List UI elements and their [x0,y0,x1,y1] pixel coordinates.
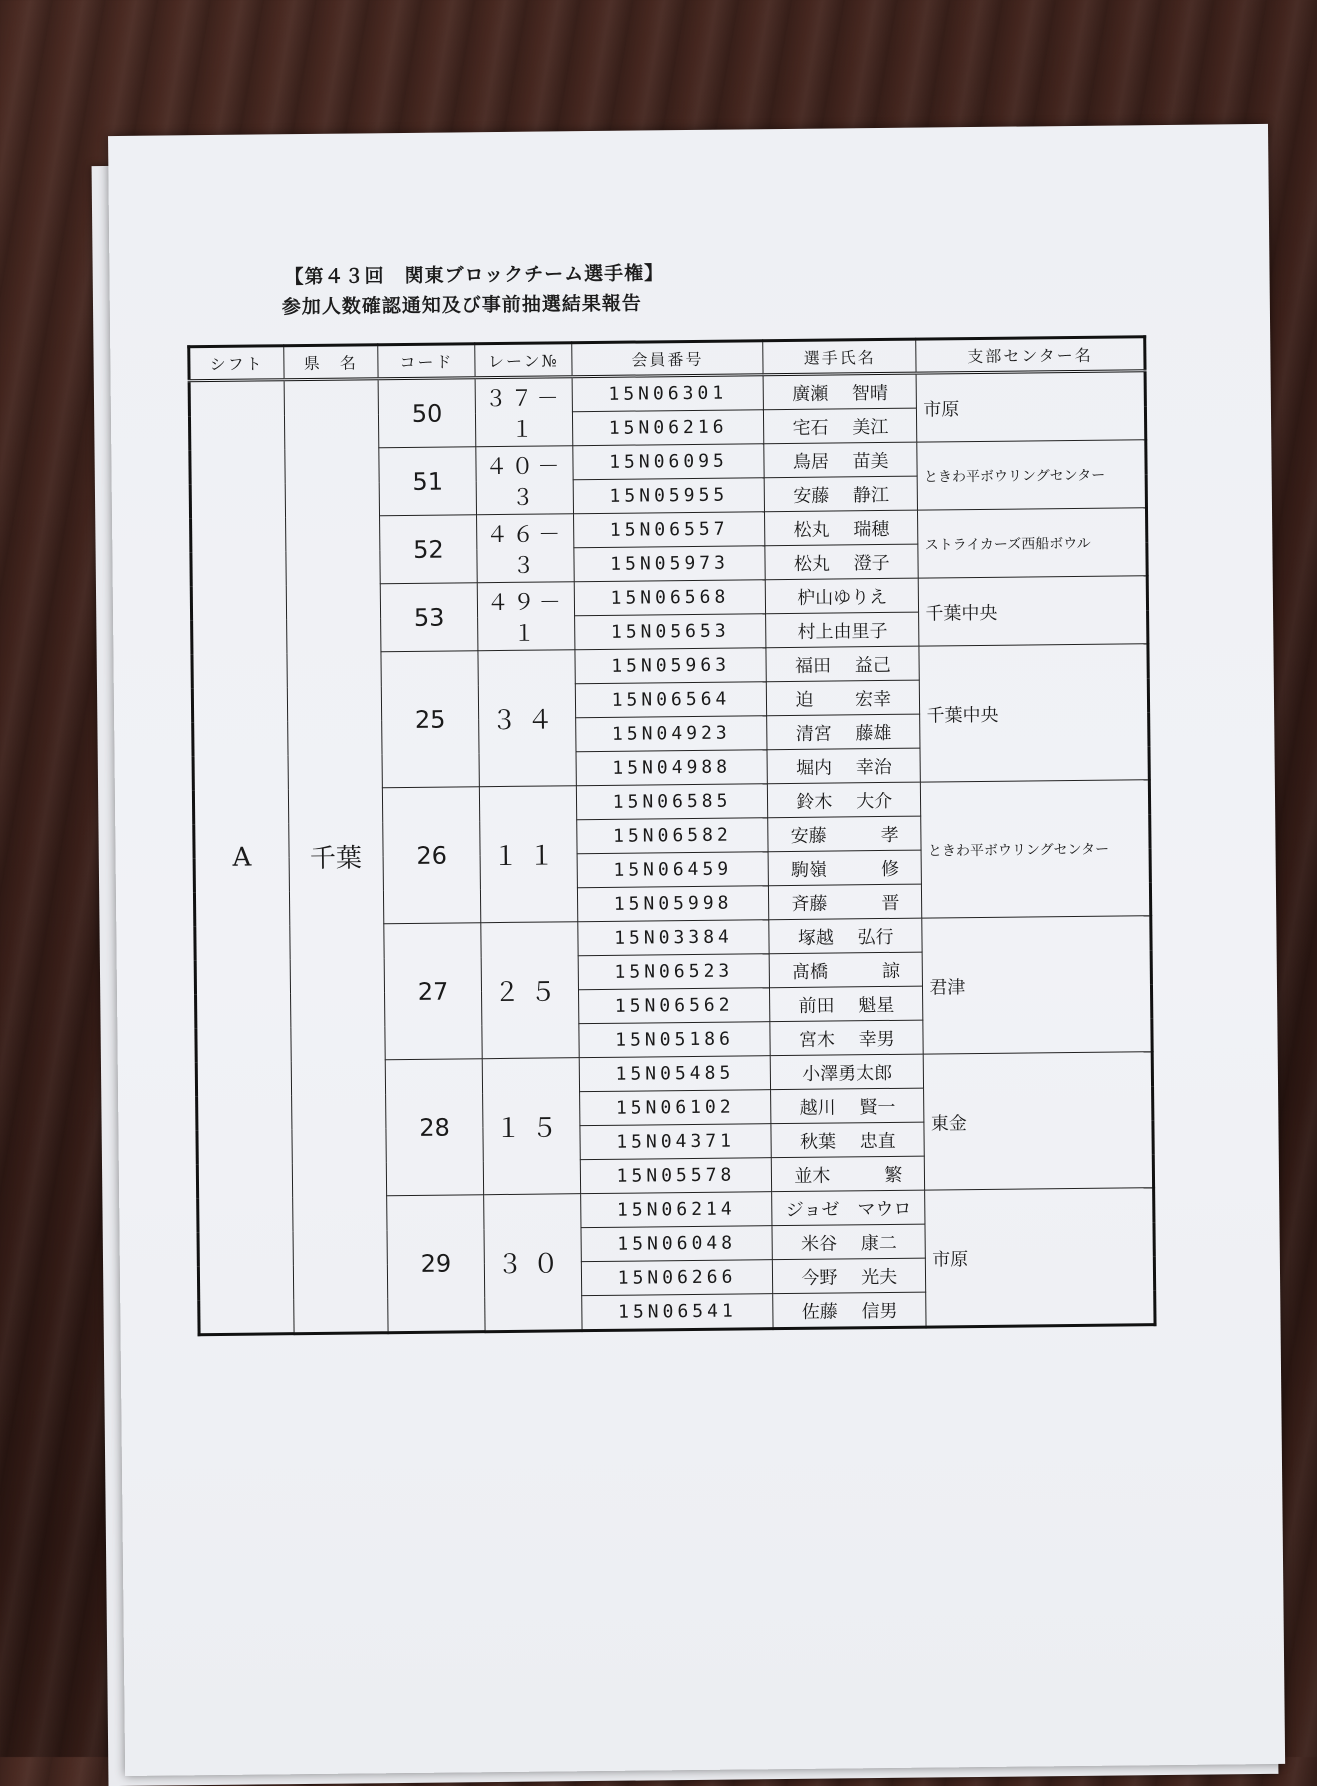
member-number-cell: 15N06459 [577,852,769,888]
lane-cell: ４９－１ [477,582,575,651]
member-number-cell: 15N06048 [581,1226,773,1262]
player-name-cell: 鈴木 大介 [768,782,921,818]
player-name-cell: 佐藤 信男 [773,1292,926,1329]
player-name-cell: 宮木 幸男 [770,1020,923,1056]
member-number-cell: 15N05998 [577,886,769,922]
lane-cell: ４６－３ [477,514,575,583]
center-cell: ときわ平ボウリングセンター [921,780,1151,918]
code-cell: 51 [379,447,477,516]
header-member-no: 会員番号 [572,341,764,377]
lane-cell: ３４ [478,650,576,787]
member-number-cell: 15N06568 [574,580,766,616]
member-number-cell: 15N04371 [580,1124,772,1160]
player-name-cell: 宅石 美江 [764,408,917,444]
player-name-cell: 米谷 康二 [772,1224,925,1260]
lane-cell: ３７－１ [475,377,573,447]
code-cell: 50 [378,378,476,448]
header-shift: シフト [189,346,284,381]
center-cell: 東金 [924,1052,1154,1190]
center-cell: 君津 [922,916,1152,1054]
header-player-name: 選手氏名 [763,339,916,375]
member-number-cell: 15N06216 [572,410,764,446]
center-cell: 市原 [916,371,1145,442]
header-lane: レーン№ [475,343,572,378]
player-name-cell: 廣瀬 智晴 [763,373,916,410]
code-cell: 26 [383,787,481,924]
player-name-cell: 松丸 瑞穂 [765,510,918,546]
code-cell: 25 [381,651,479,788]
member-number-cell: 15N06585 [576,784,768,820]
lane-cell: ２５ [481,922,579,1059]
member-number-cell: 15N05963 [575,648,767,684]
player-name-cell: 福田 益己 [766,646,919,682]
member-number-cell: 15N06557 [573,512,765,548]
player-name-cell: 枦山ゆりえ [765,578,918,614]
player-name-cell: 清宮 藤雄 [767,714,920,750]
document-title: 【第４３回 関東ブロックチーム選手権】 [284,262,665,289]
code-cell: 53 [380,583,478,652]
player-name-cell: ジョゼ マウロ [772,1190,925,1226]
member-number-cell: 15N06266 [581,1260,773,1296]
member-number-cell: 15N04923 [575,716,767,752]
table-body [189,371,1155,1335]
member-number-cell: 15N05186 [579,1022,771,1058]
center-cell: ときわ平ボウリングセンター [917,440,1146,510]
entries-table [187,335,1156,1336]
player-name-cell: 迫 宏幸 [767,680,920,716]
shift-cell: A [189,380,294,1335]
code-cell: 52 [380,515,478,584]
header-prefecture: 県 名 [283,345,378,380]
lane-cell: ４０－３ [476,446,574,515]
member-number-cell: 15N06582 [577,818,769,854]
player-name-cell: 今野 光夫 [773,1258,926,1294]
member-number-cell: 15N06102 [579,1090,771,1126]
prefecture-cell: 千葉 [284,379,389,1334]
center-cell: 千葉中央 [919,576,1148,646]
player-name-cell: 安藤 孝 [768,816,921,852]
lane-cell: １１ [479,786,577,923]
member-number-cell: 15N05955 [573,478,765,514]
lane-cell: ３０ [484,1194,582,1332]
member-number-cell: 15N04988 [576,750,768,786]
member-number-cell: 15N06214 [580,1192,772,1228]
center-cell: 市原 [925,1188,1155,1327]
player-name-cell: 髙橋 諒 [769,952,922,988]
member-number-cell: 15N06523 [578,954,770,990]
member-number-cell: 15N05578 [580,1158,772,1194]
document-subtitle: 参加人数確認通知及び事前抽選結果報告 [281,292,642,319]
player-name-cell: 鳥居 苗美 [764,442,917,478]
player-name-cell: 塚越 弘行 [769,918,922,954]
member-number-cell: 15N06095 [573,444,765,480]
document-page [108,124,1285,1776]
player-name-cell: 安藤 静江 [764,476,917,512]
center-cell: ストライカーズ西船ボウル [918,508,1147,578]
member-number-cell: 15N03384 [578,920,770,956]
member-number-cell: 15N06301 [572,375,764,412]
center-cell: 千葉中央 [919,644,1149,782]
player-name-cell: 村上由里子 [766,612,919,648]
player-name-cell: 前田 魁星 [770,986,923,1022]
player-name-cell: 斉藤 晋 [769,884,922,920]
code-cell: 27 [384,923,482,1060]
code-cell: 28 [385,1059,483,1196]
member-number-cell: 15N06562 [578,988,770,1024]
player-name-cell: 越川 賢一 [771,1088,924,1124]
header-code: コード [378,344,475,379]
header-center: 支部センター名 [916,337,1145,373]
player-name-cell: 小澤勇太郎 [770,1054,923,1090]
lane-cell: １５ [482,1058,580,1195]
player-name-cell: 堀内 幸治 [767,748,920,784]
player-name-cell: 並木 繁 [772,1156,925,1192]
member-number-cell: 15N06541 [582,1294,774,1331]
player-name-cell: 駒嶺 修 [768,850,921,886]
player-name-cell: 松丸 澄子 [765,544,918,580]
member-number-cell: 15N05485 [579,1056,771,1092]
player-name-cell: 秋葉 忠直 [771,1122,924,1158]
member-number-cell: 15N05653 [574,614,766,650]
member-number-cell: 15N06564 [575,682,767,718]
code-cell: 29 [387,1195,485,1333]
member-number-cell: 15N05973 [574,546,766,582]
